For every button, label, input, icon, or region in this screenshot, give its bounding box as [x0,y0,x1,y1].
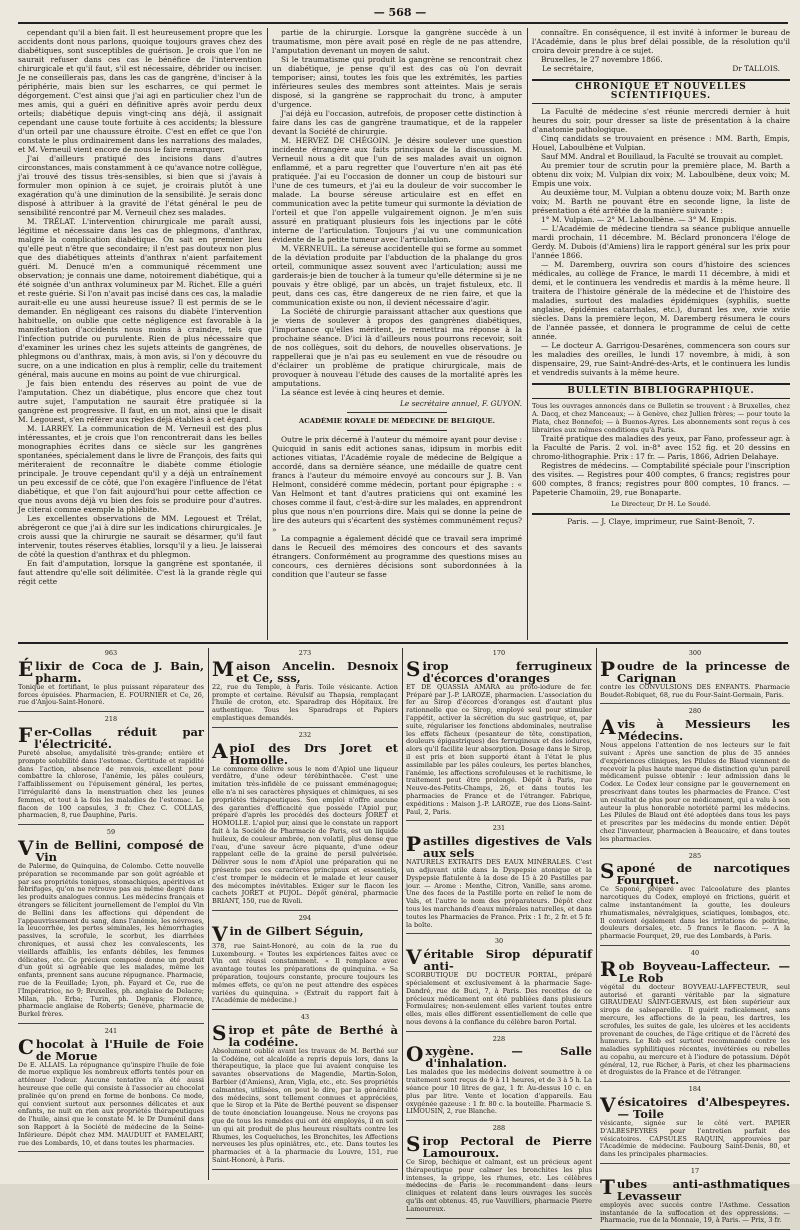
advertisement [18,827,204,1024]
ad-title [18,1034,204,1063]
paragraph: La Faculté de médecine s'est réunie mercredi dernier à huit heures du soir, pour dresser sa liste de présentation à la chaire d'anatomie pathologique. [532,107,790,134]
advertisement [406,936,592,1031]
ad-title [212,1020,398,1049]
ad-body: Les malades que les médecins doivent soumettre à ce traitement sont reçus de 9 à 11 heures, et de 3 à 5 h. La séance pour 10 litres de gaz, 1 fr. Au-dessus 10 c. en plus par litre. Vente et location d'appareils. Eau oxygénée gazeuse : 1 fr. 80 c. la bouteille. Pharmacie S. LIMOUSIN, 2, rue Blanche. [406,1068,592,1116]
ad-title-text: aponé de narcotiques Fourquet. [616,861,790,888]
ad-body: ET DE QUASSIA AMARA au proto-iodure de fer. Préparé par J.-P. LAROZE, pharmacien. L'association du fer au Sirop d'écorces d'oranges est d'autant plus rationnelle que ce Sirop, employé seul pour stimuler l'appétit, activer la sécrétion du suc gastrique, et, par suite, régulariser les fonctions abdominales, neutralise les effets fâcheux (pesanteur de tête, constipation, douleurs épigastriques) des ferrugineux et des iodures, alors qu'il facilite leur absorption. Dosage dans le Sirop, il est pris et bien supporté étant à l'état le plus assimilable par les pâles couleurs, les pertes blanches, l'anémie, les affections scrofuleuses et le rachitisme, le traitement peut être prolongé. Dépôt à Paris, rue Neuve-des-Petits-Champs, 26, et dans toutes les pharmacies de France et de l'étranger. Fabrique, expéditions : Maison J.-P. LAROZE, rue des Lions-Saint-Paul, 2, Paris. [406,682,592,816]
ad-title-text: xygène. — Salle d'inhalation. [425,1044,592,1071]
advertisement [600,948,790,1082]
ad-body: Absolument oublié avant les travaux de M. Berthé sur la Codéine, cet alcaloïde a repris depuis lors, dans la thérapeutique, la place que lui avaient conquise les savantes observations de Magendie, Martin-Solon, Barbier (d'Amiens), Aran, Vigla, etc., etc. Ses propriétés calmantes, utilisées, on peut le dire, par la généralité des médecins, sont tellement connues et appréciées, que le Sirop et la Pâte de Berthé peuvent se dispenser de toute énonciation louangeuse. Nous ne croyons pas que de tous les remèdes qui ont été employés, il en soit un qui ait produit de plus heureux résultats contre les Rhumes, les Coqueluches, les Bronchites, les Affections nerveuses les plus opiniâtres, etc., etc. Dans toutes les pharmacies et à la pharmacie du Louvre, 151, rue Saint-Honoré, à Paris. [212,1046,398,1165]
printer-line: Paris. — J. Claye, imprimeur, rue Saint-Benoît, 7. [532,513,790,526]
ad-drop-cap: S [406,656,421,681]
paragraph: M. LARREY. La communication de M. Verneuil est des plus intéressantes, et je crois que l'on rencontrerait dans les belles monographies écrites dans ce siècle sur les gangrènes spontanées, spécialement dans le livre de François, des faits qui mériteraient de reconnaître le diabète comme étiologie principale. Je trouve cependant qu'il y a déjà un entraînement un peu excessif de ce côté, que l'on exagère l'influence de l'état diabétique, et que l'on fait aujourd'hui pour cette affection ce que nous avons déjà vu bien des fois se produire pour d'autres. Je citerai comme exemple la phlébite. [18,424,262,514]
ad-number: 170 [492,649,506,657]
ad-title-text: irop ferrugineux d'écorces d'oranges [422,658,592,685]
paragraph: 1° M. Vulpian. — 2° M. Laboulbène. — 3° M. Empis. [541,215,737,224]
ad-body: De E. ALLAIS. La répugnance qu'inspire l'huile de foie de morue explique les nombreux efforts tentés pour en atténuer l'odeur. Aucune tentative n'a été aussi heureuse que celle qui consiste à l'associer au chocolat pralinée qu'on prend en forme de bonbons. Ce mode, qui convient surtout aux personnes délicates et aux enfants, ne nuit en rien aux propriétés thérapeutiques de l'huile, ainsi que le constate M. le Dr Duménil dans son Rapport à la Société de médecine de la Seine-Inférieure. Dépôt chez MM. MAUDUIT et FAMELART, rue des Lombards, 10, et dans toutes les pharmacies. [18,1060,204,1147]
paragraph: Bruxelles, le 27 novembre 1866. [541,55,663,64]
ad-number: 241 [104,1026,118,1035]
ad-number: 228 [492,1034,506,1043]
ad-drop-cap: P [600,656,616,681]
section-heading-belgium: ACADÉMIE ROYALE DE MÉDECINE DE BELGIQUE. [299,417,495,425]
ad-drop-cap: P [406,832,422,857]
divider [347,430,447,431]
ad-title [600,1093,790,1122]
advertisement [18,648,204,712]
paragraph: J'ai d'ailleurs pratiqué des incisions dans d'autres circonstances, mais constamment à ce qu'avance notre collègue, j'ai trouvé des tissus très-sensibles, si bien que si j'avais à formuler mon opinion à ce sujet, je croirais plutôt à une exagération qu'à une diminution de la sensibilité. Je serais donc disposé à attribuer à la gravité de l'état général le peu de sensibilité rencontré par M. Verneuil chez ses malades. [18,154,262,217]
ad-body: Pureté absolue, amydalisité très-grande; entière et prompte solubilité dans l'estomac. Certitude et rapidité dans l'action, absence de renvois, excellent pour combattre la chlorose, l'anémie, les pâles couleurs, l'affaiblissement ou l'épuisement général, les pertes, l'irrégularité dans la menstruation chez les jeunes femmes, et tout à la fois les maladies de l'estomac. Le flacon de 100 capsules, 3 fr. Chez C. COLLAS, pharmacien, 8, rue Dauphine, Paris. [18,748,204,820]
advertisement [212,913,398,1010]
ad-body: Tonique et fortifiant, le plus puissant réparateur des forces épuisées. Pharmacien, E. FOURNIER et Ce, 26, rue d'Anjou-Saint-Honoré. [18,682,204,707]
ad-title-text: ésicatoires d'Albespeyres. — Toile [617,1095,790,1122]
advertisement [406,1123,592,1218]
ad-title [600,715,790,744]
section-heading-bulletin: BULLETIN BIBLIOGRAPHIQUE. [532,383,790,399]
ad-drop-cap: V [406,945,422,970]
ad-body: de Palerme, de Quinquina, de Colombo. Cette nouvelle préparation se recommande par son goût agréable et par ses propriétés toniques, stomachiques, apéritives et fébrifuges, qu'on ne retrouve pas au même degré dans les produits analogues connus. Les médecins français et étrangers se félicitent journellement de l'emploi du Vin de Bellini dans les affections qui dépendent de l'appauvrissement du sang, dans l'anémie, les névroses, la leucorrhée, les pertes séminales, les hémorrhagies passives, la scrofule, le scorbut, les diarrhées chroniques, et aussi chez les convalescents, les vieillards affaiblis, les enfants débiles, les femmes délicates, etc. Ce précieux composé donne un produit d'un goût si agréable que les malades, même les enfants, prennent sans aucune répugnance. Pharmacie, rue de la Feuillade; Lyon, ph. Fayard et Ce, rue de l'Impératrice, no 9; Bruxelles, ph. anglaise de Delacre; Milan, ph. Erba; Turin, ph. Depanis; Florence, pharmacie anglaise de Roberts; Genève, pharmacie de Burkel frères. [18,861,204,1019]
advertisement [406,648,592,821]
ad-body: SCORBUTIQUE DU DOCTEUR PORTAL, préparé spécialement et exclusivement à la pharmacie Sage-Dandré, rue de Buci, 7, à Paris. Des recettes de ce précieux médicament ont été publiées dans plusieurs Formulaires; non-seulement elles varient toutes entre elles, mais elles diffèrent essentiellement de celle que nous devons à la confiance du célèbre baron Portal. [406,971,592,1026]
ad-drop-cap: F [18,722,33,747]
ad-drop-cap: É [18,656,34,681]
ad-body: contre les CONVULSIONS DES ENFANTS. Pharmacie Boudet-Robiquet, 68, rue du Four-Saint-Germain, Paris. [600,682,790,699]
ad-drop-cap: R [600,956,617,981]
ad-title-text: irop Pectoral de Pierre Lamouroux. [422,1134,592,1161]
paragraph: Au premier tour de scrutin pour la première place, M. Barth a obtenu dix voix; M. Vulpian dix voix; M. Laboulbène, deux voix; M. Empis une voix. [532,161,790,188]
ad-title-text: in de Bellini, composé de Vin [35,837,204,864]
advertisement [600,648,790,704]
ad-drop-cap: S [212,1020,227,1045]
ad-title-text: éritable Sirop dépuratif anti- [423,947,592,974]
ad-number: 280 [688,707,702,716]
paragraph: En fait d'amputation, lorsque la gangrène est spontanée, il faut attendre qu'elle soit délimitée. C'est là la grande règle qui régit cette [18,559,262,586]
ad-body: vésicante, signée sur le côté vert. PAPIER D'ALBESPEYRES pour l'entretien parfait des vésicatoires. CAPSULES RAQUIN, approuvées par l'Académie de médecine. Faubourg Saint-Denis, 80, et dans les principales pharmacies. [600,1119,790,1159]
ad-title-text: ob Boyveau-Laffecteur. — Le Rob [618,958,790,985]
ad-title [600,656,790,685]
advertisements-rule [18,642,788,644]
ad-title-text: oudre de la princesse de Carignan [617,658,790,685]
ad-title-text: hocolat à l'Huile de Foie de Morue [35,1036,204,1063]
ad-number: 273 [298,649,312,657]
column-divider [267,28,268,640]
column-3 [532,28,790,640]
ad-number: 184 [688,1085,702,1094]
ad-title-text: pioI des Drs Joret et Homolle. [229,740,398,767]
director-line: Le Directeur, Dr H. Le Soudé. [611,500,711,508]
ad-number: 40 [690,948,700,957]
secretary-label: Le secrétaire, [542,64,594,73]
paragraph: cependant qu'il a bien fait. Il est heureusement propre que les accidents dont nous parlons, quoique toujours graves chez des diabétiques, sont susceptibles de guérison. Je crois que l'on ne saurait refuser dans ces cas le bénéfice de l'intervention chirurgicale et qu'il faut, s'il est nécessaire, débrider ou inciser. Je ne conseillerais pas, dans les cas de gangrène, d'inciser à la périphérie, mais bien sur les escharres, ce qui permet le dégorgement. C'est ainsi que j'ai agi en particulier chez l'un de mes amis, qui a guéri en définitive après avoir perdu deux orteils; diabétique depuis vingt-cinq ans déjà, il assignait cependant une cause toute fortuite à ces accidents; la blessure d'un orteil par une chaussure étroite. C'est en effet ce que l'on constate le plus ordinairement dans les narrations des malades, et M. Verneuil vient encore de nous le faire remarquer. [18,28,262,154]
ad-drop-cap: O [406,1042,424,1067]
advertisement [600,706,790,848]
advertisement [600,1084,790,1164]
ad-number: 231 [492,824,506,833]
ad-title-text: irop et pâte de Berthé à la codéine. [228,1022,398,1049]
advertisement [212,1012,398,1170]
ad-title [18,656,204,685]
ad-number: 43 [300,1013,310,1022]
ad-title [18,722,204,751]
secretary-signature: Le secrétaire annuel, F. GUYON. [399,399,522,408]
advertisement [18,714,204,825]
paragraph: Je fais bien entendu des réserves au point de vue de l'amputation. Chez un diabétique, plus encore que chez tout autre sujet, l'amputation ne saurait être pratiquée si la gangrène est progressive. Il faut, en un mot, ainsi que le disait M. Legouest, s'en référer aux règles déjà établies à cet égard. [18,379,262,424]
paragraph: M. VERNEUIL. La séreuse accidentelle qui se forme au sommet de la déviation produite par l'abduction de la phalange du gros orteil, communique assez souvent avec l'articulation; aussi me garderais-je bien de toucher à la tumeur qu'elle détermine si je ne pouvais y être obligé, par un abcès, un trajet fistuleux, etc. Il peut, dans ces cas, être dangereux de ne rien faire, et que la communication existe ou non, il devient nécessaire d'agir. [272,244,522,307]
ad-title-text: vis à Messieurs les Médecins. [617,717,790,744]
ads-column-4 [600,648,790,1225]
paragraph: Sauf MM. Andral et Bouillaud, la Faculté se trouvait au complet. [541,152,784,161]
paragraph: partie de la chirurgie. Lorsque la gangrène succède à un traumatisme, mon père avait posé en règle de ne pas attendre, l'amputation devenant un moyen de salut. [272,28,522,55]
ad-number: 285 [688,851,702,860]
ad-drop-cap: T [600,1174,615,1199]
section-heading-chronique: CHRONIQUE ET NOUVELLES SCIENTIFIQUES. [532,79,790,104]
ad-number: 294 [298,913,312,922]
page-number: — 568 — [373,6,427,19]
paragraph: — M. Daremberg, ouvrira son cours d'histoire des sciences médicales, au collège de France, le mardi 11 décembre, à midi et demi, et le continuera les vendredis et mardis à la même heure. Il traitera de l'histoire générale de la médecine et de l'histoire des maladies, surtout des maladies épidémiques (syphilis, suette anglaise, épidémies catarrhales, etc.), durant les xve, xvie xviie siècles. Dans la première leçon, M. Daremberg résumera le cours de l'année passée, et donnera le programme de celui de cette année. [532,260,790,341]
ad-title [600,859,790,888]
ad-title [600,956,790,985]
ads-column-3 [406,648,592,1213]
ad-drop-cap: M [212,656,235,681]
paragraph: Cinq candidats se trouvaient en présence : MM. Barth, Empis, Houel, Laboulbène et Vulpian. [532,134,790,152]
paragraph: M. TRÉLAT. L'intervention chirurgicale me paraît aussi, légitime et nécessaire dans les cas de phlegmons, d'anthrax, malgré la complication diabétique. On sait en premier lieu qu'elle peut n'être que secondaire; il n'est pas douteux non plus que des diabétiques atteints d'anthrax n'aient parfaitement guéri. M. Denucé m'en a communiqué récemment une observation; je connais une dame, notoirement diabétique, qui a été soignée d'un anthrax volumineux par M. Richet. Elle a guéri et reste guérie. Si l'on n'avait pas incisé dans ces cas, la maladie aurait-elle eu une aussi heureuse issue? Il est permis de se le demander. En négligeant ces raisons du diabète l'intervention habituelle, on oublie que cette négligence est favorable à la manifestation d'accidents nous moins à craindre, tels que l'infection putride ou purulente. Rien de plus nécessaire que d'examiner les urines chez les sujets atteints de gangrènes, de phlegmons ou d'anthrax, mais, à mon avis, si l'on y découvre du sucre, on a une indication en plus à remplir, celle du traitement général, mais aucune en moins au point de vue chirurgical. [18,217,262,379]
ad-title-text: in de Gilbert Séguin, [229,923,364,938]
paragraph: La compagnie a également décidé que ce travail sera imprimé dans le Recueil des mémoires des concours et des savants étrangers. Conformément au programme des questions mises au concours, ces dernières décisions sont subordonnées à la condition que l'auteur se fasse [272,534,522,579]
ad-body: Ce Sirop, béchique et calmant, est un précieux agent thérapeutique pour calmer les bronchites les plus intenses, la grippe, les rhumes, etc. Les célèbres médecins de Paris le recommandent dans leurs cliniques et relatent dans leurs ouvrages les succès qu'ils ont obtenus. 45, rue Vauvilliers, pharmacie Pierre Lamouroux. [406,1158,592,1213]
ad-title [406,656,592,685]
ad-body: 378, rue Saint-Honoré, au coin de la rue du Luxembourg. « Toutes les expériences faites avec ce Vin ont réussi constamment. « Il remplace avec avantage toutes les préparations de quinquina. « Sa préparation, toujours constante, procure toujours les mêmes effets, ce qu'on ne peut attendre des espèces variées du quinquina. » (Extrait du rapport fait à l'Académie de médecine.) [212,941,398,1005]
ad-title [212,656,398,685]
ad-title [406,1042,592,1071]
ad-drop-cap: C [18,1034,34,1059]
paragraph: Au deuxième tour, M. Vulpian a obtenu douze voix; M. Barth onze voix; M. Barth ne pouvant être en seconde ligne, la liste de présentation a été arrêtée de la manière suivante : [532,188,790,215]
paragraph: Registres de médecins. — Comptabilité spéciale pour l'inscription des visites. — Registres pour 400 comptes, 6 francs; registres pour 600 comptes, 8 francs; registres pour 800 comptes, 10 francs. — Papeterie Chamoiin, 29, rue Bonaparte. [532,461,790,497]
ad-number: 963 [104,649,118,657]
paragraph: M. HERVEZ DE CHÉGOIN. Je désire soulever une question incidente étrangère aux faits principaux de la discussion. M. Verneuil nous a dit que l'un de ses malades avait un oignon enflammé, et a paru regretter que l'ouverture n'en ait pas été pratiquée. J'ai eu l'occasion de donner un coup de bistouri sur l'une de ces tumeurs, et j'ai eu la douleur de voir succomber le malade. La bourse séreuse articulaire est en effet en communication avec la petite tumeur qui surmonte la déviation de l'orteil et que l'on appelle vulgairement oignon. Je m'en suis assuré en pratiquant plusieurs fois les injections par le côté interne de l'articulation. Toujours j'ai vu une communication évidente de la petite tumeur avec l'articulation. [272,136,522,244]
ad-title [406,832,592,861]
divider [347,412,447,413]
ad-title [600,1174,790,1203]
ad-drop-cap: S [600,859,615,884]
ad-body: Le commerce délivre sous le nom d'Apiol une liqueur verdâtre, d'une odeur térébinthacée. C'est une imitation très-infidèle de ce puissant emménagogue; elle n'a ni ses caractères physiques et chimiques, ni ses propriétés thérapeutiques. Son emploi n'offre aucune des garanties d'efficacité que possède l'Apiol pur, préparé d'après les procédés des docteurs JORET et HOMOLLE. L'apiol pur, ainsi que le constate un rapport fait à la Société de Pharmacie de Paris, est un liquide huileux, de couleur ambrée, non volatil, plus dense que l'eau, d'une saveur âcre piquante, d'une odeur rappelant celle de la graine de persil pulvérisée. Délivrer sous le nom d'Apiol une préparation qui ne présente pas ces caractères principaux et essentiels, c'est tromper le médecin et le malade et leur causer des mécomptes inévitables. Exiger sur le flacon les cachets JORET et PUJOL. Dépôt général, pharmacie BRIANT, 150, rue de Rivoli. [212,764,398,906]
top-rule [18,22,788,24]
ads-divider [596,648,597,1180]
advertisement [212,648,398,728]
ad-body: végétal du docteur BOYVEAU-LAFFECTEUR, seul autorisé et garanti véritable par la signature GIRAUDEAU SAINT-GERVAIS, est bien supérieur aux sirops de salsepareille. Il guérit radicalement, sans mercure, les affections de la peau, les dartres, les scrofules, les suites de gale, les ulcères et les accidents provenant de couches, de l'âge critique et de l'âcreté des humeurs. Le Rob est surtout recommandé contre les maladies syphilitiques récentes, invétérées ou rebelles au copahu, au mercure et à l'iodure de potassium. Dépôt général, 12, rue Richer, à Paris, et chez les pharmaciens et droguistes de la France et de l'étranger. [600,982,790,1077]
ad-drop-cap: S [406,1132,421,1157]
advertisement [212,730,398,911]
paragraph: connaître. En conséquence, il est invité à informer le bureau de l'Académie, dans le plus bref délai possible, de la résolution qu'il croira devoir prendre à ce sujet. [532,28,790,55]
ad-number: 232 [298,730,312,739]
advertisement [406,823,592,934]
ad-drop-cap: V [18,835,34,860]
ad-number: 218 [104,715,118,724]
ad-title [212,921,398,946]
ad-number: 59 [106,828,116,837]
ad-title-text: astilles digestives de Vals aux sels [423,834,592,861]
paragraph: Si le traumatisme qui produit la gangrène se rencontrait chez un diabétique, je pense qu'il est des cas où l'on devrait temporiser; ainsi, toutes les fois que les extrémités, les parties inférieures seules des membres sont atteintes. Mais je serais disposé, si la gangrène se rapprochait du tronc, à amputer d'urgence. [272,55,522,109]
ads-divider [402,648,403,1180]
ad-number: 17 [690,1167,700,1176]
ad-body: Nous appelons l'attention de nos lecteurs sur le fait suivant : Après une sanction de plus de 35 années d'expériences cliniques, les Pilules de Blaud viennent de recevoir la plus haute marque de distinction qu'un pareil médicament puisse obtenir : leur admission dans le Codex. Le Codex leur consigne par le gouvernement en prescrivant dans toutes les pharmacies de France. C'est un résultat de plus pour ce médicament, qui a valu à son auteur la plus honorable notoriété parmi les médecins. Les Pilules de Blaud ont été adoptées dans tous les pays et prescrites par les médecins du monde entier. Dépôt chez l'inventeur, pharmacien à Beaucaire, et dans toutes les pharmacies. [600,741,790,843]
column-divider [527,28,528,640]
ad-title [406,945,592,974]
ad-title [406,1132,592,1161]
paragraph: J'ai déjà eu l'occasion, autrefois, de proposer cette distinction à faire dans les cas de gangrène traumatique, et de la rappeler devant la Société de chirurgie. [272,109,522,136]
advertisement [600,851,790,946]
ad-number: 288 [492,1124,506,1133]
ads-divider [208,648,209,1180]
ad-drop-cap: A [212,738,228,763]
ad-title-text: lixir de Coca de J. Bain, pharm. [35,658,204,685]
ad-drop-cap: V [212,921,228,946]
ad-title-text: er-Collas réduit par l'électricité. [34,724,204,751]
ad-body: employés avec succès contre l'Asthme. Cessation instantanée de la suffocation et des oppressions. — Pharmacie, rue de la Monnaie, 19, à Paris. — Prix, 3 fr. [600,1200,790,1225]
advertisement [18,1026,204,1153]
ad-number: 30 [494,937,504,946]
paragraph: La Société de chirurgie paraissant attacher aux questions que je viens de soulever à propos des gangrènes diabétiques, l'importance qu'elles méritent, je remettrai ma réponse à la prochaine séance. D'ici là d'ailleurs nous pourrons recevoir, soit de nos collègues, soit du dehors, de nouvelles observations. Je rappellerai que je n'ai pas eu seulement en vue de résoudre ou d'éclairer un problème de pratique chirurgicale, mais de provoquer à nouveau l'étude des causes de la mortalité après les amputations. [272,307,522,388]
ad-body: NATURELS EXTRAITS DES EAUX MINÉRALES. C'est un adjuvant utile dans la Dyspepsie atonique et la Dyspepsie flatulente à la dose de 15 à 20 Pastilles par jour. — Arome : Menthe, Citron, Vanille, sans arome. Une des faces de la Pastille porte en relief le nom de Vals, et l'autre le nom des préparateurs. Dépôt chez tous les marchands d'eaux minérales naturelles, et dans toutes les Pharmacies de France. Prix : 1 fr., 2 fr. et 5 fr. la boîte. [406,858,592,929]
ad-drop-cap: V [600,1093,616,1118]
paragraph: Les excellentes observations de MM. Legouest et Trélat, abrégeront ce que j'ai à dire sur les indications chirurgicales. Je crois aussi que la chirurgie ne saurait se désarmer, qu'il faut intervenir, toutes réserves établies, lorsqu'il y a lieu. Je laisserai de côté la question d'anthrax et du phlegmon. [18,514,262,559]
secretary-name: Dr TALLOIS. [732,64,780,73]
ad-body: Ce Saponé, préparé avec l'alcoolature des plantes narcotiques du Codex, employé en frictions, guérit et calme instantanément la goutte, les douleurs rhumatismales, névralgiques, sciatiques, lombagos, etc. Il convient également dans les irritations de poitrine, douleurs dorsales, etc. 5 francs le flacon. — A la pharmacie Fourquet, 29, rue des Lombards, à Paris. [600,885,790,941]
advertisement [406,1034,592,1122]
ad-number: 300 [688,649,702,657]
paragraph: Outre le prix décerné à l'auteur du mémoire ayant pour devise : Quicquid in sanis edit actiones sanas, idipsum in morbis edit actiones vitiatas, l'Académie royale de médecine de Belgique a accordé, dans sa dernière séance, une médaille de quatre cent francs à l'auteur du mémoire envoyé au concours sur J. B. Van Helmont, considéré comme médecin, portant pour épigraphe : « Van Helmont et tant d'autres praticiens qui ont examiné les choses comme il faut, c'est-à-dire sur les malades, en apprendront plus que nous n'en pourrions dire. Mais qui se donne la peine de lire des auteurs qui s'écartent des systèmes communément reçus? » [272,435,522,534]
ad-title-text: aison Ancelin. Desnoix et Ce, sss, [236,658,398,685]
ad-drop-cap: A [600,715,616,740]
column-2 [272,28,522,640]
paragraph: — Le docteur A. Garrigou-Desarènes, commencera son cours sur les maladies des oreilles, le lundi 17 novembre, à midi, à son dispensaire, 29, rue Saint-André-des-Arts, et le continuera les lundis et vendredis suivants à la même heure. [532,341,790,377]
paragraph: La séance est levée à cinq heures et demie. [281,388,445,397]
ads-column-2 [212,648,398,1180]
ad-body: 22, rue du Temple, à Paris. Toile vésicante. Action prompte et certaine. Révulsif au Thapsia, remplaçant l'huile de croton, etc. Sparadrap des Hôpitaux. Ire authentique. Tous les Sparadraps et Papiers emplastiques demandés. [212,682,398,722]
paragraph: Traité pratique des maladies des yeux, par Fano, professeur agr. à la Faculté de Paris. 2 vol. in-8° avec 152 fig. et 20 dessins en chromo-lithographie. Prix : 17 fr. — Paris, 1866, Adrien Delahaye. [532,434,790,461]
ad-title [212,738,398,767]
ads-column-1 [18,648,204,1180]
ad-title [18,835,204,864]
advertisement [600,1166,790,1230]
ad-title-text: ubes anti-asthmatiques Levasseur [616,1176,790,1203]
column-1 [18,28,262,640]
paragraph: — L'Académie de médecine tiendra sa séance publique annuelle mardi prochain, 11 décembre. M. Béclard prononcera l'éloge de Gerdy. M. Dubois (d'Amiens) lira le rapport général sur les prix pour l'année 1866. [532,224,790,260]
bulletin-info: Tous les ouvrages annoncés dans ce Bulletin se trouvent : à Bruxelles, chez A. Dacq, et chez Manceaux; — à Genève, chez Jullien frères; — pour toute la Plata, chez Bonnefoi; — à Buenos-Ayres. Les abonnements sont reçus à ces librairies aux mêmes conditions qu'à Paris. [532,402,790,434]
